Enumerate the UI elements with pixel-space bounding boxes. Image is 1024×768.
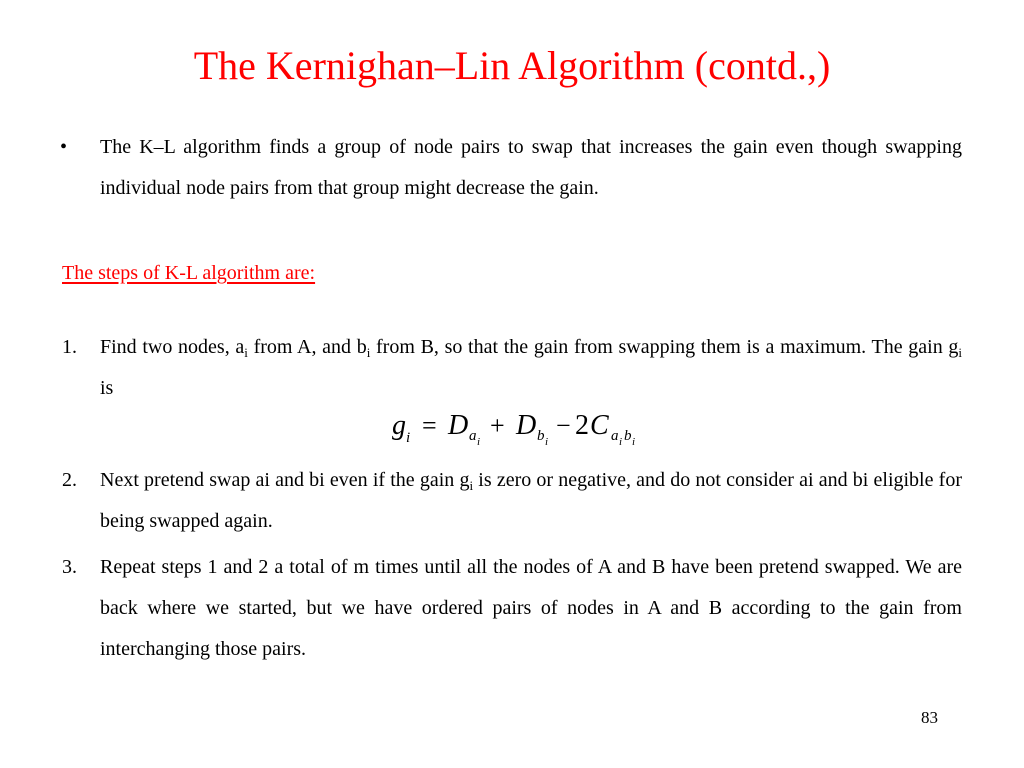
bullet-text: The K–L algorithm finds a group of node pairs to swap that increases the gain even though swapping individual node pairs from that group might decrease the gain.: [100, 136, 962, 199]
formula-equals: =: [422, 411, 437, 440]
step-2-part: Next pretend swap ai and bi even if the gain g: [100, 469, 470, 491]
formula-c: C: [590, 410, 609, 441]
step-1-text: [100, 327, 962, 409]
step-1-part: from A, and b: [247, 336, 367, 358]
bullet-marker: •: [60, 136, 68, 158]
formula-d2-sub: b: [537, 428, 545, 444]
step-2-text: [100, 460, 962, 542]
step-2-sub: i: [469, 478, 474, 493]
formula-g: g: [392, 410, 406, 441]
step-2-marker: 2.: [62, 469, 77, 491]
step-1-marker: 1.: [62, 336, 77, 358]
formula-d1-subsub: i: [477, 436, 481, 448]
slide-title: The Kernighan–Lin Algorithm (contd.,): [193, 43, 831, 88]
formula-c-sub-b: b: [624, 428, 632, 444]
step-2-part: is zero or negative, and do not consider ai and bi eligible for being swapped again.: [100, 469, 962, 532]
formula-coef: 2: [575, 410, 589, 441]
formula-g-sub: i: [406, 430, 411, 446]
formula-c-sub-i2: i: [632, 436, 636, 448]
formula-c-sub-a: a: [611, 428, 619, 444]
step-1-sub: i: [244, 345, 248, 360]
formula-d1-sub: a: [469, 428, 477, 444]
page-number: 83: [921, 708, 938, 727]
step-1-part: Find two nodes, a: [100, 336, 245, 358]
formula-minus: −: [556, 411, 571, 440]
step-1-part: is: [100, 377, 114, 399]
gain-formula-svg: [380, 404, 680, 454]
step-3-text: Repeat steps 1 and 2 a total of m times until all the nodes of A and B have been pretend swapped. We are back where we started, but we have ordered pairs of nodes in A and B according to the gain from interchanging those pairs.: [100, 556, 962, 660]
formula-d2: D: [516, 410, 537, 441]
steps-heading: The steps of K-L algorithm are:: [62, 262, 316, 284]
formula-d1: D: [448, 410, 469, 441]
formula-plus: +: [490, 411, 505, 440]
step-1-sub: i: [366, 345, 371, 360]
formula-c-sub-i1: i: [619, 436, 623, 448]
step-1-part: from B, so that the gain from swapping them is a maximum. The gain g: [370, 336, 959, 358]
step-1-sub: i: [958, 345, 963, 360]
gain-formula: [380, 404, 680, 454]
step-3-marker: 3.: [62, 556, 77, 578]
formula-d2-subsub: i: [545, 436, 549, 448]
